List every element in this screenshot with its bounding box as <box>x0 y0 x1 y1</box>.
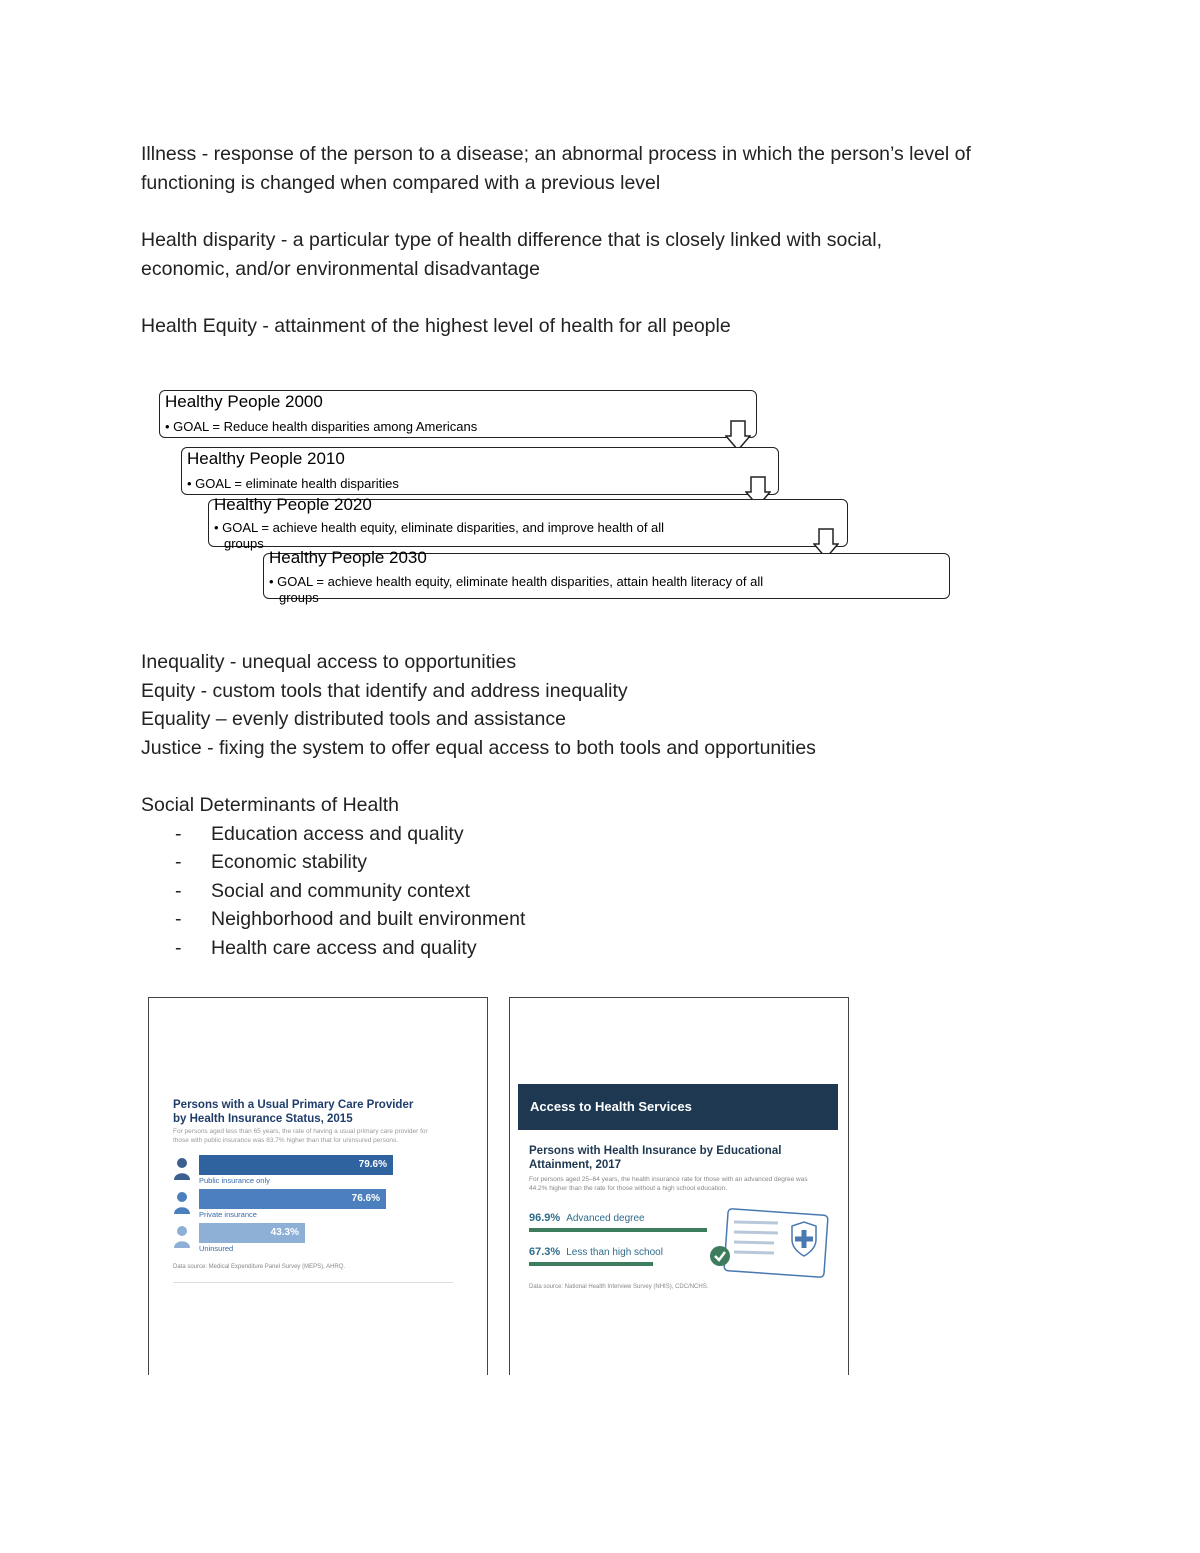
hp-2010-title: Healthy People 2010 <box>187 449 345 468</box>
person-icon <box>173 1157 191 1181</box>
terms-block <box>141 648 816 762</box>
bar-label: Public insurance only <box>199 1176 270 1185</box>
card1-title: Persons with a Usual Primary Care Provider by Health Insurance Status, 2015 <box>173 1099 414 1125</box>
hp-2000-goal: • GOAL = Reduce health disparities among Americans <box>165 419 478 434</box>
list-item: - Social and community context <box>175 879 471 902</box>
stat-bar <box>529 1262 653 1266</box>
definition-health-equity: Health Equity - attainment of the highest level of health for all people <box>141 315 731 337</box>
definition-illness: Illness - response of the person to a disease; an abnormal process in which the person’s level of functioning is changed when compared with a previous level <box>141 143 971 194</box>
hp-2030-title: Healthy People 2030 <box>269 548 427 567</box>
hp-2000-box <box>159 390 757 438</box>
stat-bar <box>529 1228 707 1232</box>
card2-banner: Access to Health Services <box>518 1084 838 1130</box>
hp-2010-goal: • GOAL = eliminate health disparities <box>187 476 399 491</box>
stat-advanced-degree: 96.9% Advanced degree <box>529 1212 645 1224</box>
hp-2020-goal: • GOAL = achieve health equity, eliminate disparities, and improve health of all groups <box>214 520 665 551</box>
healthy-people-diagram <box>155 372 965 612</box>
card1-source: Data source: Medical Expenditure Panel Survey (MEPS), AHRQ. <box>173 1264 346 1270</box>
term-equality: Equality – evenly distributed tools and assistance <box>141 708 566 730</box>
insurance-card-icon <box>708 1208 830 1280</box>
hp-2010-box <box>181 447 779 495</box>
list-item: - Education access and quality <box>175 822 464 845</box>
sdoh-list <box>141 791 525 962</box>
bar-private-insurance: 76.6% <box>199 1189 386 1209</box>
sdoh-heading: Social Determinants of Health <box>141 794 399 816</box>
term-equity: Equity - custom tools that identify and address inequality <box>141 679 628 702</box>
bar-row <box>173 1189 453 1223</box>
definition-health-disparity: Health disparity - a particular type of health difference that is closely linked with social, economic, and/or environmental disadvantage <box>141 229 883 280</box>
stat-less-than-high-school: 67.3% Less than high school <box>529 1246 663 1258</box>
hp-2000-title: Healthy People 2000 <box>165 392 323 411</box>
person-icon <box>173 1225 191 1249</box>
card1-subtitle: For persons aged less than 65 years, the rate of having a usual primary care provider for those with public insurance was 83.7% higher than that for uninsured persons. <box>173 1128 428 1144</box>
bar-label: Private insurance <box>199 1210 257 1219</box>
card2-source: Data source: National Health Interview Survey (NHIS), CDC/NCHS. <box>529 1284 709 1290</box>
person-icon <box>173 1191 191 1215</box>
term-inequality: Inequality - unequal access to opportunities <box>141 651 517 673</box>
hp-2030-box <box>263 548 950 605</box>
bar-row <box>173 1155 453 1189</box>
list-item: - Neighborhood and built environment <box>175 908 526 930</box>
card2-subtitle: For persons aged 25–64 years, the health insurance rate for those with an advanced degree was 44.2% higher than the rate for those without a high school education. <box>529 1176 808 1192</box>
hp-2030-goal: • GOAL = achieve health equity, eliminate health disparities, attain health literacy of all groups <box>269 574 764 605</box>
card2-title: Persons with Health Insurance by Educational Attainment, 2017 <box>529 1145 782 1171</box>
bar-label: Uninsured <box>199 1244 234 1253</box>
primary-care-infographic <box>148 997 488 1375</box>
term-justice: Justice - fixing the system to offer equal access to both tools and opportunities <box>141 736 816 759</box>
list-item: - Health care access and quality <box>175 936 477 959</box>
list-item: - Economic stability <box>175 851 368 873</box>
bar-row <box>173 1223 453 1257</box>
hp-2020-box <box>208 495 848 551</box>
bar-uninsured: 43.3% <box>199 1223 305 1243</box>
divider <box>173 1282 453 1283</box>
bar-public-insurance: 79.6% <box>199 1155 393 1175</box>
health-insurance-infographic <box>509 997 849 1375</box>
hp-2020-title: Healthy People 2020 <box>214 495 372 514</box>
